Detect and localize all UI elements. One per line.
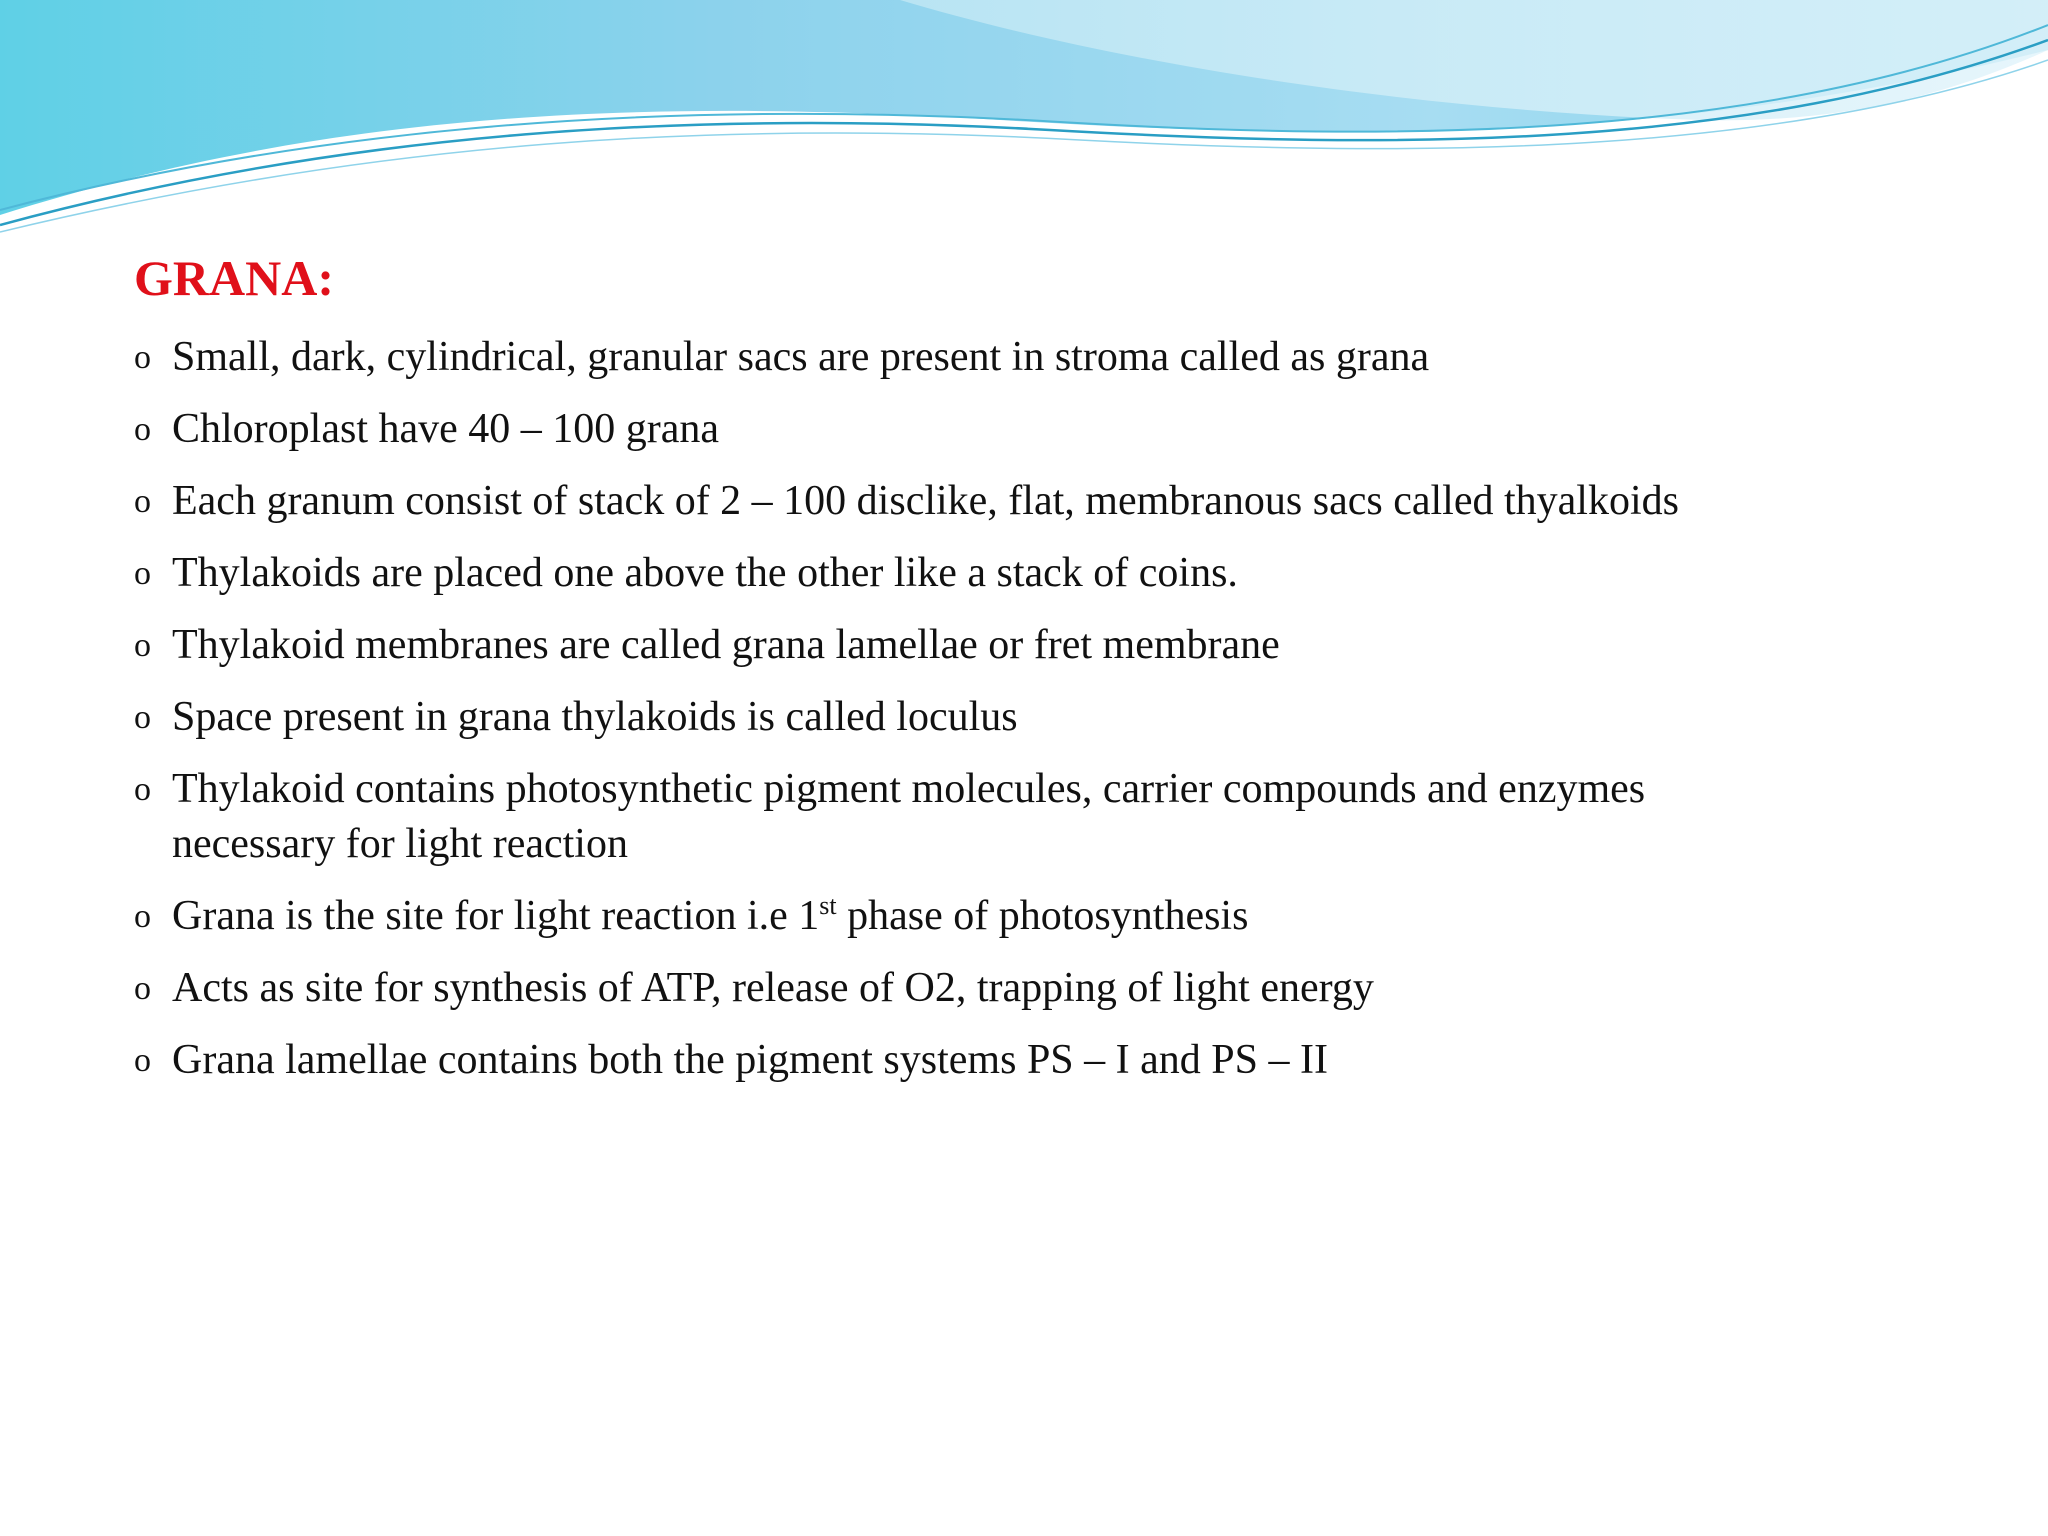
bullet-text: Thylakoids are placed one above the other like a stack of coins.	[172, 550, 1238, 596]
wave-header-decoration	[0, 0, 2048, 240]
bullet-list	[134, 330, 1994, 1088]
list-item	[134, 330, 1994, 385]
bullet-text-part: phase of photosynthesis	[836, 893, 1249, 939]
bullet-text: Space present in grana thylakoids is called loculus	[172, 694, 1018, 740]
list-item	[134, 402, 1994, 457]
list-item	[134, 546, 1994, 601]
bullet-text: Small, dark, cylindrical, granular sacs are present in stroma called as grana	[172, 334, 1430, 380]
bullet-text: Thylakoid contains photosynthetic pigment molecules, carrier compounds and enzymes necessary for light reaction	[172, 766, 1646, 867]
list-item	[134, 690, 1994, 745]
list-item	[134, 618, 1994, 673]
list-item	[134, 1033, 1994, 1088]
bullet-text: Chloroplast have 40 – 100 grana	[172, 406, 720, 452]
bullet-text: Thylakoid membranes are called grana lamellae or fret membrane	[172, 622, 1280, 668]
bullet-marker: o	[134, 699, 151, 736]
slide-content	[134, 248, 1994, 1088]
bullet-marker: o	[134, 1042, 151, 1079]
bullet-marker: o	[134, 555, 151, 592]
bullet-marker: o	[134, 771, 151, 808]
list-item	[134, 889, 1994, 944]
bullet-marker: o	[134, 339, 151, 376]
list-item	[134, 474, 1994, 529]
bullet-marker: o	[134, 483, 151, 520]
bullet-marker: o	[134, 898, 151, 935]
list-item	[134, 762, 1994, 872]
ordinal-superscript: st	[819, 891, 837, 920]
slide-title: GRANA:	[134, 250, 334, 306]
list-item	[134, 961, 1994, 1016]
bullet-text: Each granum consist of stack of 2 – 100 disclike, flat, membranous sacs called thyalkoids	[172, 478, 1679, 524]
bullet-marker: o	[134, 627, 151, 664]
bullet-marker: o	[134, 970, 151, 1007]
bullet-text: Acts as site for synthesis of ATP, release of O2, trapping of light energy	[172, 965, 1374, 1011]
bullet-text-part: Grana is the site for light reaction i.e 1	[172, 893, 820, 939]
bullet-marker: o	[134, 411, 151, 448]
bullet-text	[172, 889, 1994, 944]
bullet-text: Grana lamellae contains both the pigment systems PS – I and PS – II	[172, 1037, 1328, 1083]
